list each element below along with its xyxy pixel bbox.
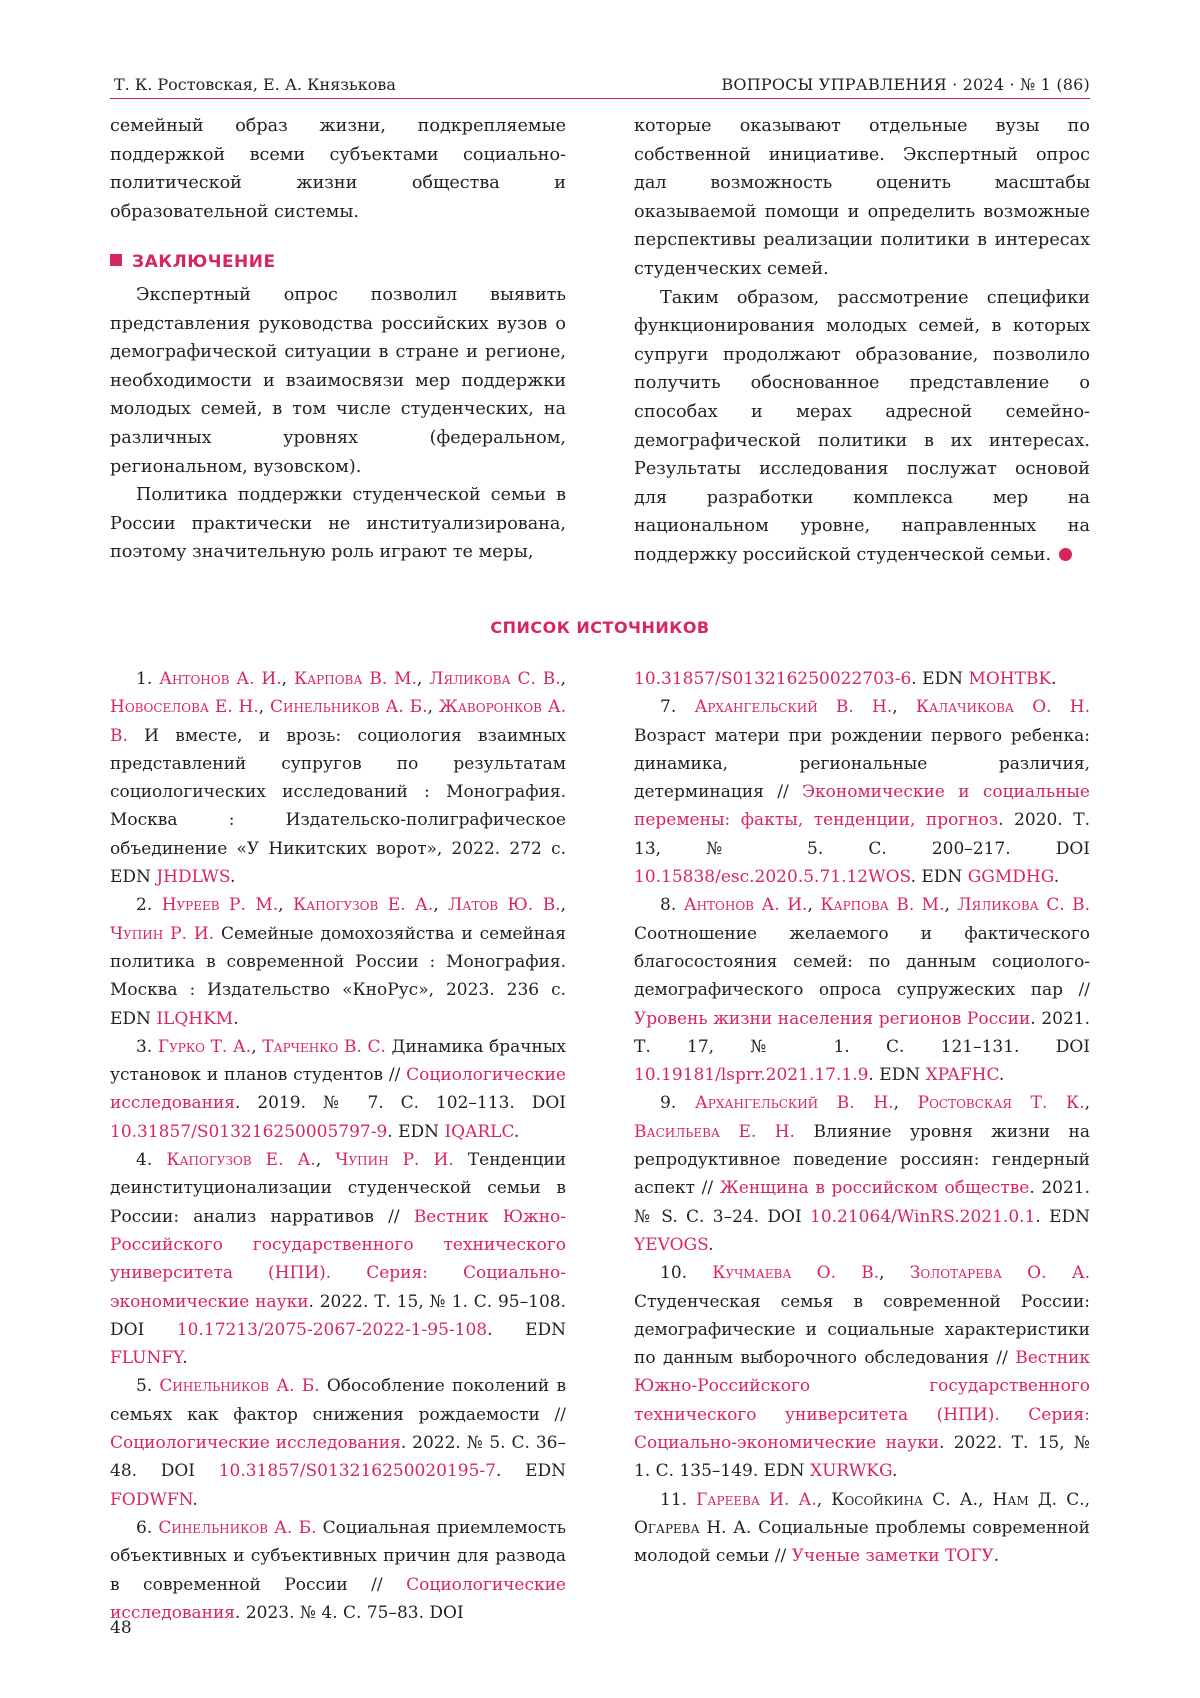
- end-mark-icon: [1059, 548, 1072, 561]
- reference-author: Косойкина С. А.: [831, 1489, 979, 1510]
- reference-author: Жаворонков А. В.: [110, 697, 566, 746]
- source-link[interactable]: Уровень жизни населения регионов России: [634, 1008, 1031, 1029]
- reference-item: 11. Гареева И. А., Косойкина С. А., Нам Д. С., Огарева Н. А. Социальные проблемы современной молодой семьи // Ученые заметки ТОГУ.: [634, 1489, 1091, 1567]
- doi-link[interactable]: 10.21064/WinRS.2021.0.1: [810, 1206, 1036, 1227]
- reference-author: Огарева Н. А.: [634, 1517, 752, 1538]
- paragraph: Экспертный опрос позволил выявить представления руководства российских вузов о демографической ситуации в стране и регионе, необходимости и взаимосвязи мер поддержки молодых семей, в том числе студенческих, на различных уровнях (федеральном, региональном, вузовском).: [110, 284, 566, 477]
- doi-link[interactable]: 10.31857/S013216250005797-9: [110, 1121, 388, 1142]
- reference-author: Синельников А. Б.: [159, 1376, 320, 1397]
- reference-author: Чупин Р. И.: [110, 923, 215, 944]
- reference-author: Антонов А. И.: [683, 895, 808, 916]
- edn-link[interactable]: FODWFN: [110, 1489, 193, 1510]
- references-title: СПИСОК ИСТОЧНИКОВ: [490, 618, 710, 637]
- edn-link[interactable]: ILQHKM: [156, 1008, 234, 1029]
- reference-author: Ляликова С. В.: [429, 669, 561, 689]
- reference-item: 9. Архангельский В. Н., Ростовская Т. К., Васильева Е. Н. Влияние уровня жизни на репродуктивное поведение россиян: гендерный аспект // Женщина в российском обществе. 2021. № S. С. 3–24. DOI 10.21064/WinRS.2021.0.1. EDN YEVOGS.: [634, 1093, 1091, 1255]
- section-heading: [110, 248, 566, 277]
- reference-author: Золотарева О. А.: [909, 1263, 1090, 1284]
- doi-link[interactable]: 10.31857/S013216250020195-7: [218, 1461, 496, 1482]
- header-journal: ВОПРОСЫ УПРАВЛЕНИЯ · 2024 · № 1 (86): [721, 75, 1090, 94]
- reference-author: Синельников А. Б.: [158, 1517, 317, 1538]
- paragraph-text: Таким образом, рассмотрение специфики функционирования молодых семей, в которых супруги продолжают образование, позволило получить обоснованное представление о способах и мерах адресной семейно-демографической политики в их интересах. Результаты исследования послужат основой для разработки комплекса мер на национальном уровне, направленных на поддержку российской студенческой семьи.: [634, 287, 1090, 565]
- source-link[interactable]: Социологические исследования: [110, 1433, 401, 1454]
- edn-link[interactable]: IQARLC: [444, 1121, 514, 1142]
- doi-link[interactable]: 10.17213/2075-2067-2022-1-95-108: [176, 1319, 488, 1340]
- reference-author: Синельников А. Б.: [269, 697, 428, 718]
- right-column: [634, 112, 1090, 570]
- paragraph: [634, 284, 1090, 570]
- edn-link[interactable]: MOHTBK: [968, 669, 1052, 689]
- reference-author: Гурко Т. А.: [157, 1036, 252, 1057]
- reference-author: Нуреев Р. М.: [161, 895, 279, 916]
- source-link[interactable]: Социологические исследования: [110, 1574, 566, 1623]
- paragraph: Политика поддержки студенческой семьи в России практически не институализирована, поэтому значительную роль играют те меры,: [110, 485, 566, 563]
- reference-author: Тарченко В. С.: [262, 1036, 386, 1057]
- source-link[interactable]: Женщина в российском обществе: [719, 1178, 1030, 1199]
- reference-author: Архангельский В. Н.: [694, 697, 893, 718]
- edn-link[interactable]: XURWKG: [809, 1461, 892, 1482]
- reference-author: Антонов А. И.: [159, 669, 282, 689]
- source-link[interactable]: Социологические исследования: [110, 1065, 566, 1114]
- reference-author: Латов Ю. В.: [448, 895, 561, 916]
- paragraph: которые оказывают отдельные вузы по собственной инициативе. Экспертный опрос дал возможность оценить масштабы оказываемой помощи и определить возможные перспективы реализации политики в интересах студенческих семей.: [634, 116, 1090, 279]
- reference-item-continued: 10.31857/S013216250022703-6. EDN MOHTBK.: [634, 669, 1057, 689]
- source-link[interactable]: Ученые заметки ТОГУ: [791, 1546, 994, 1567]
- reference-item: 6. Синельников А. Б. Социальная приемлемость объективных и субъективных причин для развода в современной России // Социологические исследования. 2023. № 4. С. 75–83. DOI: [110, 1517, 566, 1623]
- reference-item: 2. Нуреев Р. М., Капогузов Е. А., Латов Ю. В., Чупин Р. И. Семейные домохозяйства и семейная политика в современной России : Монография. Москва : Издательство «КноРус», 2023. 236 с. EDN ILQHKM.: [110, 895, 566, 1029]
- square-bullet-icon: [110, 254, 122, 266]
- reference-author: Чупин Р. И.: [335, 1150, 454, 1171]
- source-link[interactable]: Вестник Южно-Российского государственного технического университета (НПИ). Серия: Социально-экономические науки: [634, 1348, 1091, 1454]
- paragraph: семейный образ жизни, подкрепляемые поддержкой всеми субъектами социально-политической жизни общества и образовательной системы.: [110, 116, 566, 222]
- source-link[interactable]: Вестник Южно-Российского государственного технического университета (НПИ). Серия: Социально-экономические науки: [110, 1206, 567, 1312]
- page-number: 48: [110, 1618, 132, 1638]
- header-authors: Т. К. Ростовская, Е. А. Князькова: [114, 75, 396, 94]
- edn-link[interactable]: YEVOGS: [634, 1234, 709, 1255]
- doi-link[interactable]: 10.31857/S013216250022703-6: [634, 669, 912, 689]
- reference-item: 4. Капогузов Е. А., Чупин Р. И. Тенденции деинституционализации студенческой семьи в России: анализ нарративов // Вестник Южно-Российского государственного технического университета (НПИ). Серия: Социально-экономические науки. 2022. Т. 15, № 1. С. 95–108. DOI 10.17213/2075-2067-2022-1-95-108. EDN FLUNFY.: [110, 1150, 567, 1369]
- reference-author: Гареева И. А.: [696, 1489, 817, 1510]
- doi-link[interactable]: 10.15838/esc.2020.5.71.12WOS: [634, 867, 911, 888]
- reference-author: Кучмаева О. В.: [712, 1263, 880, 1284]
- reference-author: Карпова В. М.: [293, 669, 417, 689]
- edn-link[interactable]: JHDLWS: [156, 867, 230, 888]
- reference-author: Васильева Е. Н.: [634, 1121, 795, 1142]
- reference-author: Новоселова Е. Н.: [110, 697, 259, 718]
- reference-author: Карпова В. М.: [820, 895, 945, 916]
- reference-author: Ляликова С. В.: [957, 895, 1090, 916]
- source-link[interactable]: Экономические и социальные перемены: факты, тенденции, прогноз: [634, 782, 1090, 831]
- references-right-column: [634, 665, 1090, 1571]
- reference-item: 8. Антонов А. И., Карпова В. М., Ляликова С. В. Соотношение желаемого и фактического благосостояния семей: по данным социолого-демографического опроса супружеских пар // Уровень жизни населения регионов России. 2021. Т. 17, № 1. С. 121–131. DOI 10.19181/lsprr.2021.17.1.9. EDN XPAFHC.: [634, 895, 1091, 1086]
- reference-author: Калачикова О. Н.: [915, 697, 1091, 718]
- references-left-column: [110, 665, 566, 1627]
- doi-link[interactable]: 10.19181/lsprr.2021.17.1.9: [634, 1065, 869, 1086]
- edn-link[interactable]: GGMDHG: [967, 867, 1054, 888]
- reference-author: Ростовская Т. К.: [917, 1093, 1085, 1114]
- reference-author: Капогузов Е. А.: [166, 1150, 316, 1171]
- reference-author: Архангельский В. Н.: [694, 1093, 894, 1114]
- reference-author: Нам Д. С.: [992, 1489, 1085, 1510]
- reference-item: 5. Синельников А. Б. Обособление поколений в семьях как фактор снижения рождаемости // Социологические исследования. 2022. № 5. С. 36–48. DOI 10.31857/S013216250020195-7. EDN FODWFN.: [110, 1376, 567, 1510]
- running-header: [110, 72, 1090, 99]
- section-title: ЗАКЛЮЧЕНИЕ: [132, 252, 276, 273]
- edn-link[interactable]: XPAFHC: [925, 1065, 999, 1086]
- reference-item: 10. Кучмаева О. В., Золотарева О. А. Студенческая семья в современной России: демографические и социальные характеристики по данным выборочного обследования // Вестник Южно-Российского государственного технического университета (НПИ). Серия: Социально-экономические науки. 2022. Т. 15, № 1. С. 135–149. EDN XURWKG.: [634, 1263, 1091, 1482]
- edn-link[interactable]: FLUNFY: [110, 1348, 183, 1369]
- reference-item: 3. Гурко Т. А., Тарченко В. С. Динамика брачных установок и планов студентов // Социологические исследования. 2019. № 7. С. 102–113. DOI 10.31857/S013216250005797-9. EDN IQARLC.: [110, 1036, 566, 1142]
- reference-item: 7. Архангельский В. Н., Калачикова О. Н. Возраст матери при рождении первого ребенка: динамика, региональные различия, детерминация // Экономические и социальные перемены: факты, тенденции, прогноз. 2020. Т. 13, № 5. С. 200–217. DOI 10.15838/esc.2020.5.71.12WOS. EDN GGMDHG.: [634, 697, 1091, 888]
- reference-author: Капогузов Е. А.: [293, 895, 434, 916]
- left-column: [110, 112, 566, 567]
- reference-item: 1. Антонов А. И., Карпова В. М., Ляликова С. В., Новоселова Е. Н., Синельников А. Б., Жаворонков А. В. И вместе, и врозь: социология взаимных представлений супругов по результатам социологических исследований : Монография. Москва : Издательско-полиграфическое объединение «У Никитских ворот», 2022. 272 с. EDN JHDLWS.: [110, 669, 567, 888]
